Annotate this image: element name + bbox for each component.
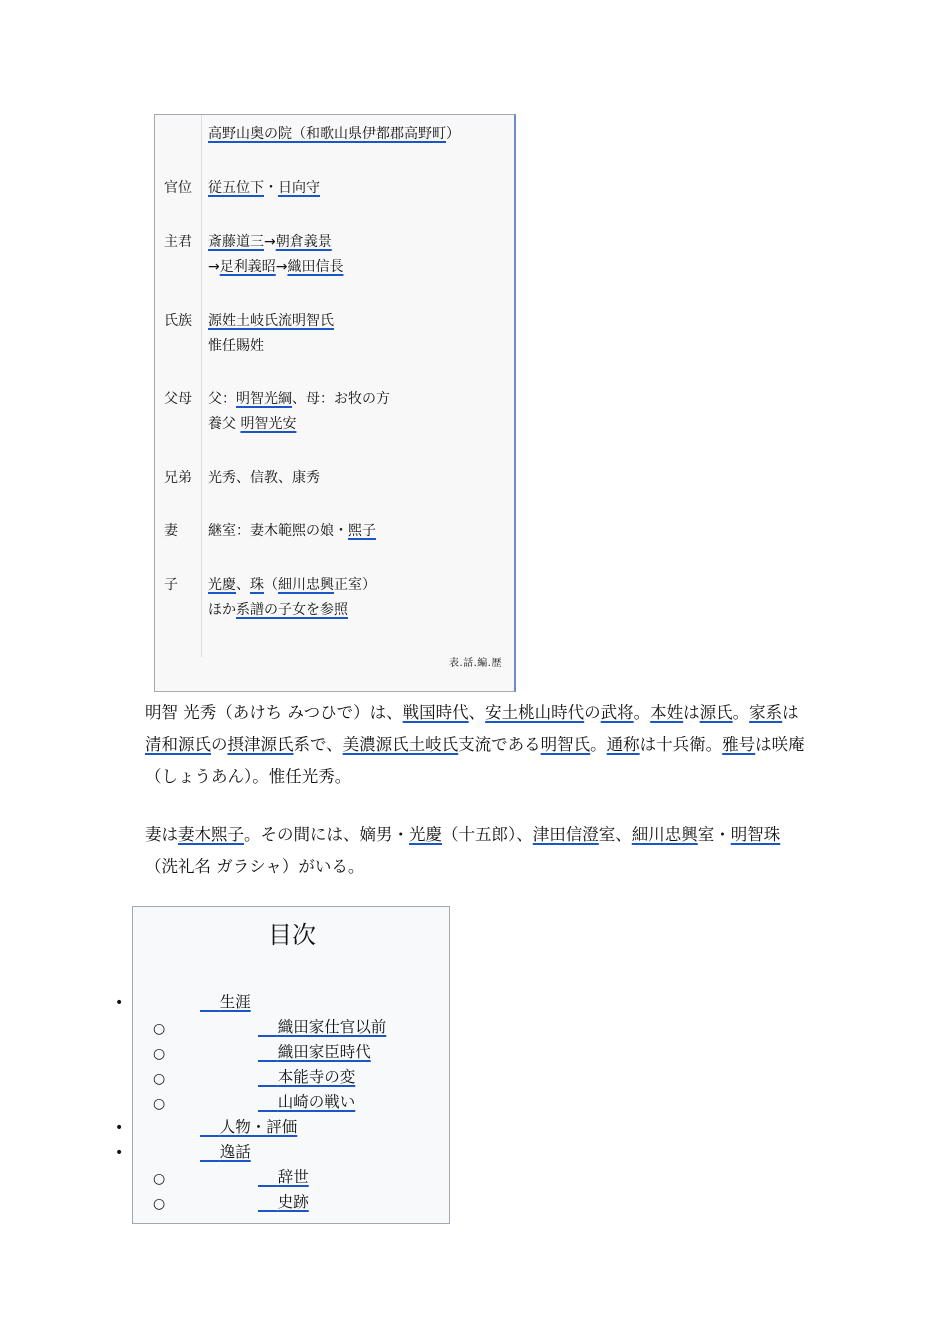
- toc-item-career[interactable]: 生涯: [219, 993, 251, 1011]
- lord-arrow: →: [275, 259, 288, 275]
- toc-sub-bullet-icon: ○: [153, 1196, 166, 1212]
- toc-item-anecdotes[interactable]: 逸話: [219, 1143, 251, 1161]
- toc-sub-bullet-icon: ○: [153, 1046, 166, 1062]
- link-jugoige[interactable]: 従五位下: [208, 180, 264, 196]
- toc-item-before-oda[interactable]: 織田家仕官以前: [277, 1018, 387, 1036]
- lead-text: 。その間には、嫡男・: [244, 825, 409, 844]
- lead-text: 系で、: [293, 735, 343, 754]
- link-okunoin[interactable]: 奥の院（: [250, 126, 306, 142]
- mother-text: 、母：お牧の方: [292, 391, 390, 407]
- siblings-label: 兄弟: [164, 470, 192, 486]
- lead-paragraph-2: [145, 819, 805, 883]
- rank-sep: ・: [264, 180, 278, 196]
- clan-value-line1: [208, 309, 334, 334]
- children-wife-text: 正室）: [334, 577, 376, 593]
- lead-text: 。: [732, 703, 750, 722]
- lead-link[interactable]: 雅号: [722, 735, 756, 754]
- lead-text: （十五郎）、: [442, 825, 533, 844]
- toc-sub-bullet-icon: ○: [153, 1096, 166, 1112]
- lead-link[interactable]: 戦国時代: [402, 703, 469, 722]
- lead-paragraph-1: [145, 697, 805, 793]
- link-akechi-clan[interactable]: 源姓土岐氏流明智氏: [208, 313, 334, 329]
- lead-text: 支流である: [458, 735, 541, 754]
- rank-value: [208, 176, 320, 201]
- lord-arrow: →: [264, 234, 276, 250]
- toc-item-yamazaki[interactable]: 山崎の戦い: [277, 1093, 356, 1111]
- lead-link[interactable]: 清和源氏: [145, 735, 211, 754]
- lead-link[interactable]: 摂津源氏: [227, 735, 294, 754]
- link-genealogy-children[interactable]: 系譜の子女を参照: [236, 602, 348, 618]
- toc-sub-bullet-icon: ○: [153, 1071, 166, 1087]
- adoptive-prefix: 養父: [208, 416, 241, 432]
- toc-sub-bullet-icon: ○: [153, 1021, 166, 1037]
- lord-label: 主君: [164, 234, 192, 250]
- lord-arrow: →: [208, 259, 220, 275]
- infobox-divider: [201, 115, 202, 657]
- link-wakayama[interactable]: 和歌山県: [306, 126, 362, 142]
- lord-value-line2: [208, 255, 343, 280]
- link-ashikaga-yoshiaki[interactable]: 足利義昭: [219, 259, 276, 275]
- link-akechi-mitsuyasu[interactable]: 明智光安: [240, 416, 297, 432]
- link-hyuga-no-kami[interactable]: 日向守: [278, 180, 320, 196]
- link-koya-cho[interactable]: 高野町: [404, 126, 446, 142]
- toc-bullet-icon: •: [115, 1120, 124, 1136]
- toc-item-historic-sites[interactable]: 史跡: [277, 1193, 309, 1211]
- children-value-line2: [208, 598, 348, 623]
- link-hiroko[interactable]: 煕子: [348, 523, 376, 539]
- lead-text: 室、: [598, 825, 632, 844]
- wife-label: 妻: [164, 523, 178, 539]
- link-ito-gun[interactable]: 伊都郡: [362, 126, 404, 142]
- link-hosokawa-tadaoki[interactable]: 細川忠興: [278, 577, 334, 593]
- infobox: [154, 114, 516, 692]
- children-comma: 、: [236, 577, 250, 593]
- clan-label: 氏族: [164, 313, 192, 329]
- infobox-navbar[interactable]: 表.話.編.歴: [448, 658, 502, 669]
- lead-text: （洗礼名 ガラシャ）がいる。: [145, 857, 365, 876]
- toc-sub-bullet-icon: ○: [153, 1171, 166, 1187]
- toc-title: 目次: [268, 921, 316, 949]
- parents-value-line1: [208, 387, 390, 412]
- lead-text: の: [584, 703, 601, 722]
- lead-text: は: [782, 703, 799, 722]
- lead-link[interactable]: 光慶: [409, 825, 442, 844]
- lead-text: 妻は: [145, 825, 178, 844]
- toc-bullet-icon: •: [115, 995, 124, 1011]
- lead-link[interactable]: 美濃源氏土岐氏: [342, 735, 459, 754]
- lead-text: の: [211, 735, 228, 754]
- lead-text: 。: [590, 735, 607, 754]
- link-saito-dosan[interactable]: 斎藤道三: [208, 234, 264, 250]
- clan-value-line2: 惟任賜姓: [208, 338, 264, 354]
- toc-bullet-icon: •: [115, 1145, 124, 1161]
- children-other-text: ほか: [208, 602, 236, 618]
- toc-item-honnoji[interactable]: 本能寺の変: [277, 1068, 356, 1086]
- rank-label: 官位: [164, 180, 192, 196]
- link-oda-nobunaga[interactable]: 織田信長: [287, 259, 344, 275]
- lead-text: 明智 光秀（あけち みつひで）は、: [145, 703, 403, 722]
- parents-value-line2: [208, 412, 296, 437]
- lead-text: 。: [633, 703, 651, 722]
- wife-text: 継室：妻木範煕の娘・: [208, 523, 348, 539]
- lead-link[interactable]: 津田信澄: [532, 825, 599, 844]
- grave-value: [208, 122, 460, 147]
- lead-text: は: [683, 703, 700, 722]
- lead-link[interactable]: 明智氏: [540, 735, 591, 754]
- lead-link[interactable]: 明智珠: [730, 825, 781, 844]
- link-asakura-yoshikage[interactable]: 朝倉義景: [275, 234, 332, 250]
- lead-link[interactable]: 家系: [749, 703, 783, 722]
- lead-text: 、: [468, 703, 486, 722]
- lord-value-line1: [208, 230, 332, 255]
- lead-link[interactable]: 武将: [600, 703, 634, 722]
- wife-value: [208, 519, 376, 544]
- children-value-line1: [208, 573, 376, 598]
- toc-item-person[interactable]: 人物・評価: [219, 1118, 298, 1136]
- toc-item-oda-retainer[interactable]: 織田家臣時代: [277, 1043, 371, 1061]
- lead-link[interactable]: 妻木煕子: [178, 825, 244, 844]
- lead-link[interactable]: 本姓: [650, 703, 684, 722]
- lead-link[interactable]: 安土桃山時代: [485, 703, 585, 722]
- lead-link[interactable]: 細川忠興: [631, 825, 698, 844]
- lead-text: は咲庵（しょうあん）。惟任光秀。: [145, 735, 805, 786]
- father-prefix: 父：: [208, 391, 236, 407]
- link-akechi-mitsutsuna[interactable]: 明智光綱: [236, 391, 292, 407]
- link-koyasan[interactable]: 高野山: [208, 126, 250, 142]
- link-mitsuyoshi[interactable]: 光慶: [208, 577, 236, 593]
- children-paren: （: [264, 577, 278, 593]
- lead-text: 室・: [697, 825, 731, 844]
- children-label: 子: [164, 577, 178, 593]
- lead-link[interactable]: 源氏: [699, 703, 733, 722]
- lead-link[interactable]: 通称: [606, 735, 640, 754]
- link-tama[interactable]: 珠: [250, 577, 264, 593]
- lead-text: は十兵衛。: [639, 735, 723, 754]
- parents-label: 父母: [164, 391, 192, 407]
- grave-close-paren: ）: [446, 126, 460, 142]
- siblings-value: 光秀、信教、康秀: [208, 470, 320, 486]
- toc-item-death-poem[interactable]: 辞世: [277, 1168, 309, 1186]
